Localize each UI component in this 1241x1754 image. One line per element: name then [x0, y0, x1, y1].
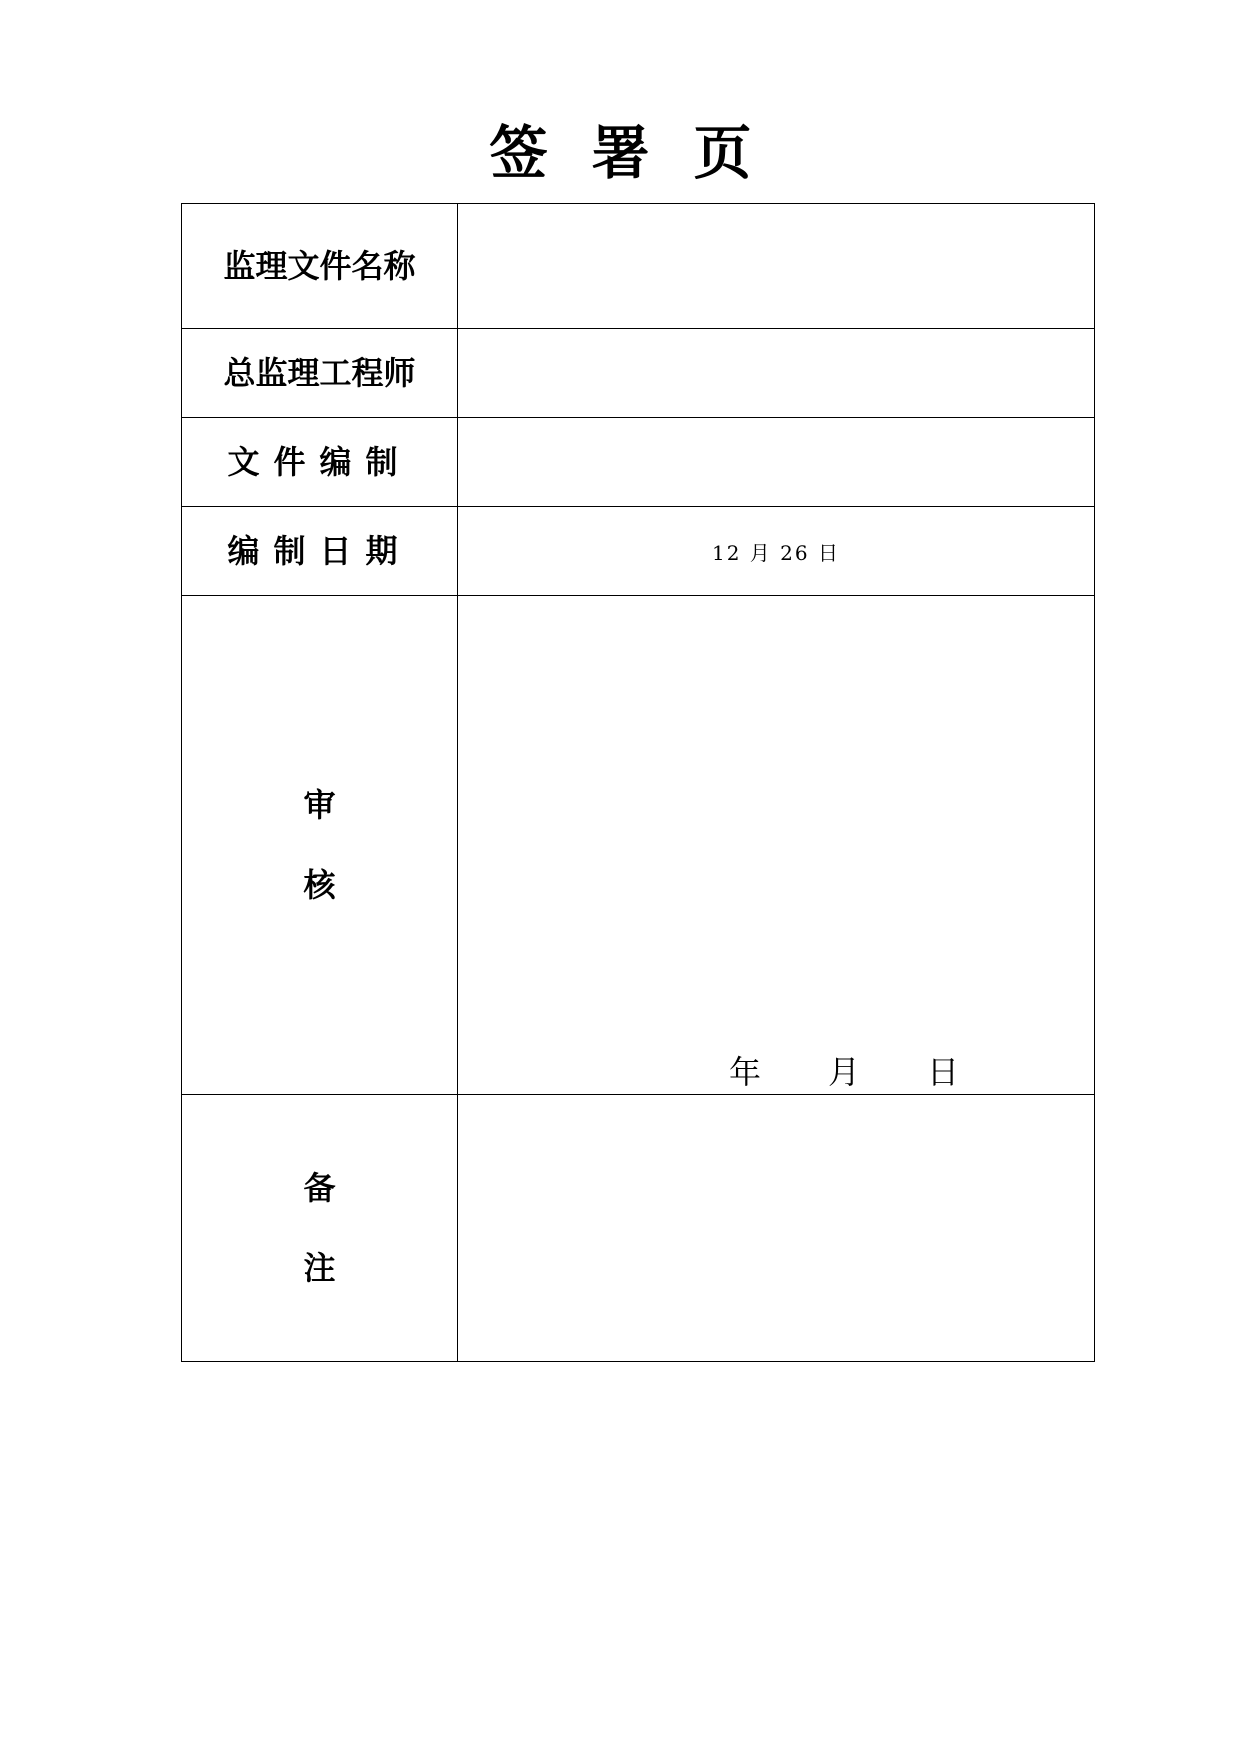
label-review-char: 审 [303, 786, 336, 824]
table-row-document-name [182, 204, 1095, 329]
label-remarks-char: 注 [303, 1249, 336, 1287]
value-chief-engineer[interactable] [458, 329, 1095, 418]
table-row-remarks [182, 1095, 1095, 1362]
label-review-char: 核 [303, 866, 336, 904]
table-row-preparation-date [182, 507, 1095, 596]
page-title-char: 签 [489, 119, 548, 187]
label-remarks-char: 备 [303, 1169, 336, 1207]
label-remarks [182, 1095, 458, 1362]
table-row-review [182, 596, 1095, 1095]
page-title-char: 署 [591, 119, 650, 187]
label-preparation-date: 编制日期 [182, 507, 458, 596]
label-chief-engineer: 总监理工程师 [182, 329, 458, 418]
page-title [0, 118, 1241, 188]
review-date-day: 日 [927, 1053, 960, 1091]
table-row-prepared-by [182, 418, 1095, 507]
review-date-month: 月 [828, 1053, 861, 1091]
value-remarks[interactable] [458, 1095, 1095, 1362]
page-title-char: 页 [693, 119, 752, 187]
label-document-name: 监理文件名称 [182, 204, 458, 329]
label-review [182, 596, 458, 1095]
value-prepared-by[interactable] [458, 418, 1095, 507]
value-review[interactable] [458, 596, 1095, 1095]
value-document-name[interactable] [458, 204, 1095, 329]
table-row-chief-engineer [182, 329, 1095, 418]
review-date-year: 年 [729, 1053, 762, 1091]
label-prepared-by: 文件编制 [182, 418, 458, 507]
value-preparation-date[interactable]: 12 月 26 日 [458, 507, 1095, 596]
signature-table [181, 203, 1095, 1362]
